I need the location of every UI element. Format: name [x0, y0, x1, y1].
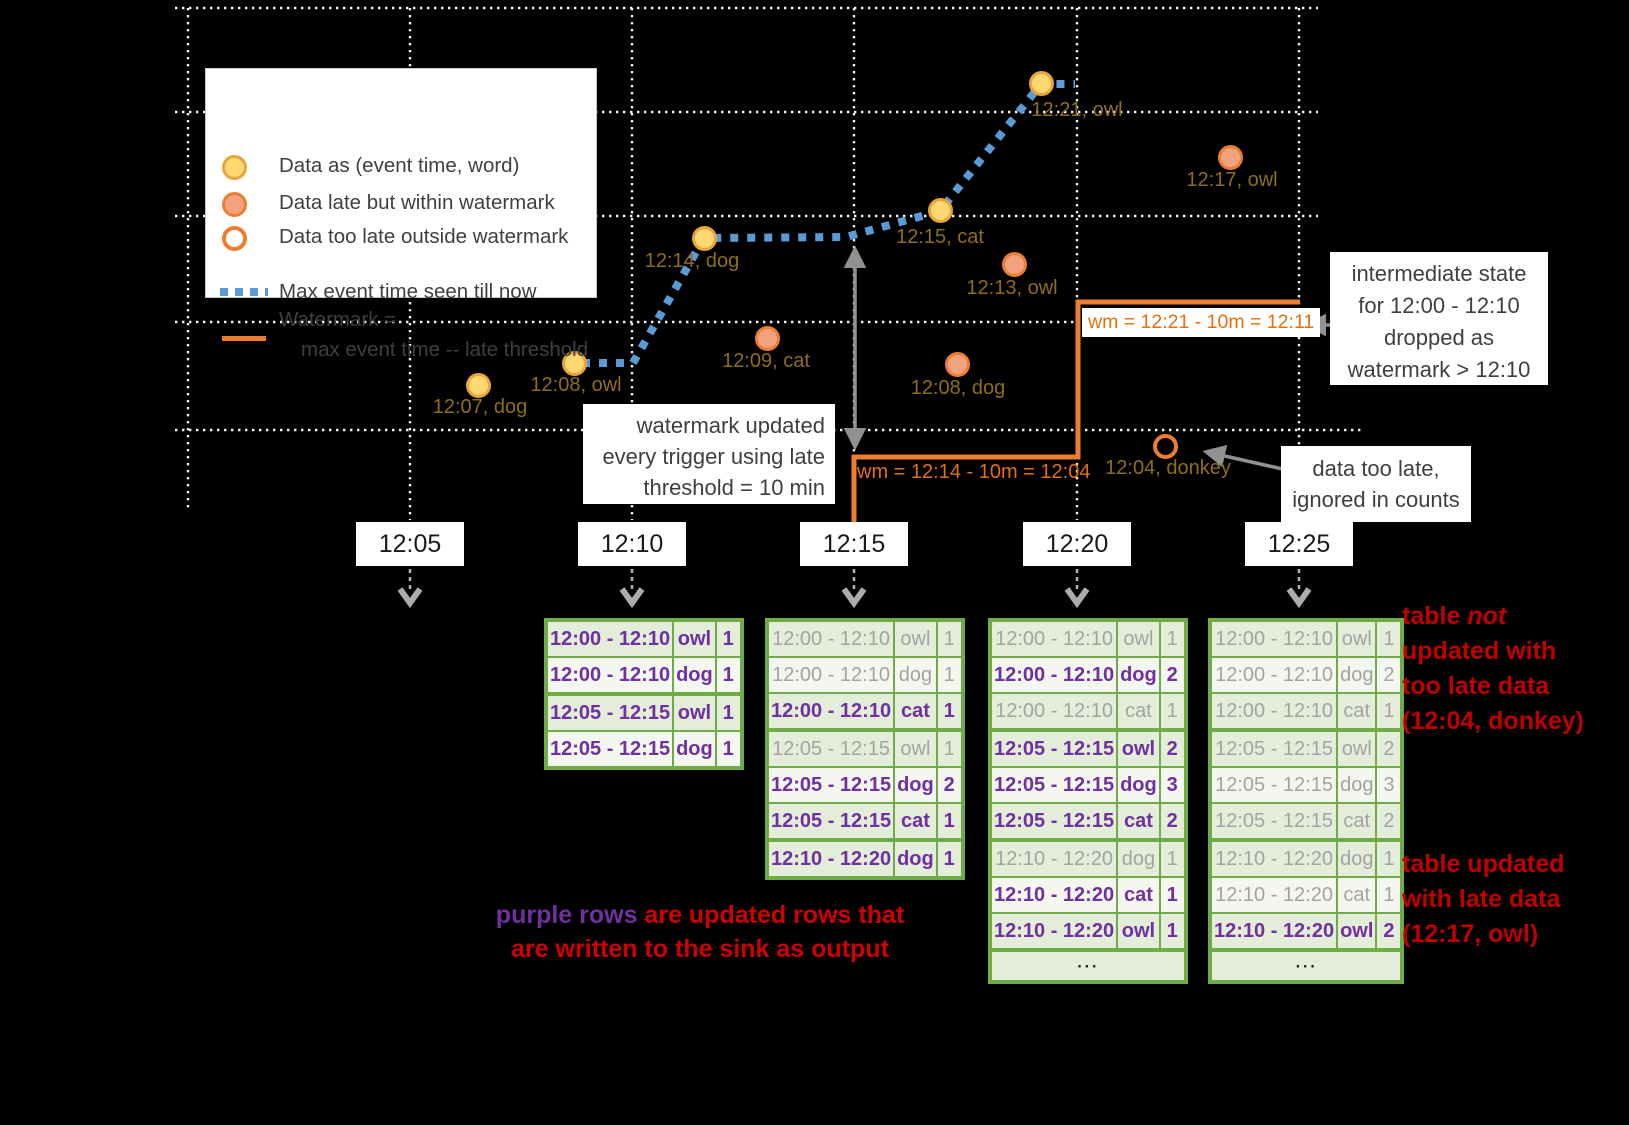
orange-line-icon [222, 336, 266, 341]
window-cell: 12:00 - 12:10 [990, 620, 1117, 657]
event-point-ontime [1029, 71, 1054, 96]
table-row [1210, 913, 1402, 950]
event-point-late [1218, 145, 1243, 170]
word-cell: dog [1337, 840, 1376, 877]
note-text: table [1402, 602, 1468, 630]
callout-line: every trigger using late [602, 444, 825, 469]
table-row [546, 731, 742, 768]
callout-intermediate-state [1330, 252, 1548, 385]
result-table-12-20 [988, 618, 1188, 984]
table-row [767, 840, 963, 878]
event-point-label: 12:17, owl [1186, 169, 1278, 191]
ellipsis-cell: ⋯ [1210, 950, 1402, 982]
event-point-label: 12:13, owl [966, 277, 1058, 299]
window-cell: 12:00 - 12:10 [990, 693, 1117, 730]
count-cell: 1 [1160, 620, 1186, 657]
result-table-12-10 [544, 618, 744, 770]
legend-label: Max event time seen till now [279, 280, 537, 303]
word-cell: owl [894, 620, 937, 657]
count-cell: 1 [716, 694, 742, 731]
table-row [767, 767, 963, 803]
window-cell: 12:05 - 12:15 [990, 730, 1117, 767]
down-arrowhead-icon [1067, 589, 1087, 603]
window-cell: 12:05 - 12:15 [990, 803, 1117, 840]
table-row [1210, 657, 1402, 693]
word-cell: cat [1337, 803, 1376, 840]
time-tick-12-10: 12:10 [578, 522, 686, 566]
count-cell: 1 [716, 731, 742, 768]
window-cell: 12:05 - 12:15 [767, 730, 894, 767]
word-cell: owl [1117, 730, 1160, 767]
window-cell: 12:10 - 12:20 [990, 840, 1117, 877]
table-row [546, 657, 742, 694]
window-cell: 12:00 - 12:10 [767, 657, 894, 693]
event-point-toolate [1153, 434, 1178, 459]
window-cell: 12:00 - 12:10 [546, 620, 673, 657]
window-cell: 12:00 - 12:10 [767, 620, 894, 657]
table-row [767, 620, 963, 657]
event-point-label: 12:08, dog [910, 377, 1006, 399]
table-row [767, 803, 963, 840]
callout-watermark-updated [583, 404, 835, 504]
event-point-label: 12:08, owl [530, 374, 622, 396]
count-cell: 3 [1376, 767, 1402, 803]
window-cell: 12:10 - 12:20 [767, 840, 894, 878]
count-cell: 1 [1160, 877, 1186, 913]
count-cell: 1 [716, 620, 742, 657]
count-cell: 1 [1376, 620, 1402, 657]
note-text: are updated rows that [637, 901, 905, 929]
event-point-label: 12:14, dog [644, 250, 740, 272]
table-row [990, 877, 1186, 913]
note-text: are written to the sink as output [511, 935, 889, 963]
table-row [990, 620, 1186, 657]
window-cell: 12:05 - 12:15 [1210, 803, 1337, 840]
window-cell: 12:00 - 12:10 [1210, 657, 1337, 693]
window-cell: 12:05 - 12:15 [767, 767, 894, 803]
callout-line: ignored in counts [1292, 487, 1460, 512]
count-cell: 1 [1160, 913, 1186, 950]
count-cell: 2 [937, 767, 963, 803]
note-purple-rows-highlight: purple rows [495, 901, 638, 929]
window-cell: 12:10 - 12:20 [990, 913, 1117, 950]
legend-label: Data late but within watermark [279, 191, 555, 214]
note-table-not-updated [1402, 599, 1584, 739]
word-cell: cat [1337, 693, 1376, 730]
count-cell: 2 [1376, 657, 1402, 693]
ellipsis-row [1210, 950, 1402, 982]
word-cell: owl [1117, 913, 1160, 950]
word-cell: owl [1337, 730, 1376, 767]
note-text: updated with [1402, 637, 1557, 665]
legend-label: Data too late outside watermark [279, 225, 569, 248]
count-cell: 1 [1160, 840, 1186, 877]
watermark-formula-2: wm = 12:21 - 10m = 12:11 [1082, 308, 1320, 337]
window-cell: 12:05 - 12:15 [1210, 767, 1337, 803]
event-point-late [755, 326, 780, 351]
window-cell: 12:00 - 12:10 [546, 657, 673, 694]
count-cell: 1 [1376, 877, 1402, 913]
table-row [1210, 767, 1402, 803]
word-cell: dog [673, 657, 716, 694]
count-cell: 1 [937, 657, 963, 693]
table-row [990, 657, 1186, 693]
count-cell: 3 [1160, 767, 1186, 803]
table-row [990, 730, 1186, 767]
count-cell: 1 [937, 730, 963, 767]
window-cell: 12:05 - 12:15 [1210, 730, 1337, 767]
callout-line: watermark > 12:10 [1347, 357, 1531, 382]
window-cell: 12:05 - 12:15 [990, 767, 1117, 803]
down-arrowhead-icon [1289, 589, 1309, 603]
word-cell: cat [1337, 877, 1376, 913]
count-cell: 2 [1376, 730, 1402, 767]
count-cell: 1 [937, 840, 963, 878]
word-cell: cat [1117, 803, 1160, 840]
down-arrowhead-icon [622, 589, 642, 603]
word-cell: owl [894, 730, 937, 767]
count-cell: 1 [1160, 693, 1186, 730]
table-row [1210, 803, 1402, 840]
table-row [990, 693, 1186, 730]
count-cell: 1 [1376, 840, 1402, 877]
count-cell: 2 [1376, 803, 1402, 840]
event-point-label: 12:21, owl [1031, 99, 1123, 121]
window-cell: 12:10 - 12:20 [1210, 877, 1337, 913]
event-point-ontime [466, 373, 491, 398]
word-cell: dog [673, 731, 716, 768]
window-cell: 12:05 - 12:15 [546, 731, 673, 768]
word-cell: owl [1337, 913, 1376, 950]
ellipsis-cell: ⋯ [990, 950, 1186, 982]
count-cell: 1 [937, 620, 963, 657]
note-table-updated-late [1402, 847, 1565, 952]
callout-line: watermark updated [636, 413, 825, 438]
event-point-ontime [928, 198, 953, 223]
blue-dashes-icon [220, 288, 268, 296]
event-point-label: 12:09, cat [722, 350, 810, 372]
event-point-late [1002, 252, 1027, 277]
word-cell: dog [894, 657, 937, 693]
callout-line: threshold = 10 min [643, 475, 825, 500]
count-cell: 1 [716, 657, 742, 694]
word-cell: dog [1117, 657, 1160, 693]
table-row [767, 693, 963, 730]
time-tick-12-20: 12:20 [1023, 522, 1131, 566]
count-cell: 2 [1376, 913, 1402, 950]
table-row [990, 803, 1186, 840]
event-point-label: 12:04, donkey [1105, 457, 1231, 479]
ontime-dot-icon [222, 155, 247, 180]
down-arrowhead-icon [844, 589, 864, 603]
window-cell: 12:05 - 12:15 [546, 694, 673, 731]
callout-line: data too late, [1312, 456, 1440, 481]
table-row [767, 730, 963, 767]
table-row [990, 767, 1186, 803]
word-cell: cat [894, 803, 937, 840]
event-point-ontime [692, 226, 717, 251]
word-cell: owl [673, 694, 716, 731]
count-cell: 1 [1376, 693, 1402, 730]
window-cell: 12:10 - 12:20 [990, 877, 1117, 913]
word-cell: cat [894, 693, 937, 730]
word-cell: owl [673, 620, 716, 657]
count-cell: 2 [1160, 657, 1186, 693]
count-cell: 1 [937, 803, 963, 840]
late-dot-icon [222, 192, 247, 217]
down-arrowhead-icon [400, 589, 420, 603]
note-text: (12:04, donkey) [1402, 707, 1585, 735]
table-row [546, 620, 742, 657]
watermark-formula-1: wm = 12:14 - 10m = 12:04 [857, 461, 1091, 483]
ellipsis-row [990, 950, 1186, 982]
window-cell: 12:10 - 12:20 [1210, 840, 1337, 877]
table-row [1210, 877, 1402, 913]
word-cell: dog [1117, 840, 1160, 877]
note-purple-rows [460, 898, 940, 966]
table-row [1210, 730, 1402, 767]
time-tick-12-05: 12:05 [356, 522, 464, 566]
callout-line: intermediate state [1351, 261, 1527, 286]
time-tick-12-15: 12:15 [800, 522, 908, 566]
word-cell: dog [1337, 657, 1376, 693]
window-cell: 12:00 - 12:10 [767, 693, 894, 730]
note-text: table updated [1402, 850, 1565, 878]
word-cell: owl [1337, 620, 1376, 657]
word-cell: dog [894, 767, 937, 803]
table-row [546, 694, 742, 731]
legend-sublabel: max event time -- late threshold [301, 338, 589, 361]
note-text-italic: not [1467, 602, 1507, 630]
word-cell: dog [894, 840, 937, 878]
word-cell: cat [1117, 877, 1160, 913]
word-cell: owl [1117, 620, 1160, 657]
event-point-label: 12:15, cat [896, 226, 984, 248]
word-cell: dog [1337, 767, 1376, 803]
too-late-dot-icon [222, 226, 247, 251]
count-cell: 2 [1160, 730, 1186, 767]
legend-label: Watermark = [279, 308, 397, 331]
window-cell: 12:00 - 12:10 [1210, 693, 1337, 730]
window-cell: 12:00 - 12:10 [1210, 620, 1337, 657]
callout-line: for 12:00 - 12:10 [1358, 293, 1520, 318]
note-text: too late data [1402, 672, 1550, 700]
time-tick-12-25: 12:25 [1245, 522, 1353, 566]
count-cell: 2 [1160, 803, 1186, 840]
result-table-12-25 [1208, 618, 1404, 984]
count-cell: 1 [937, 693, 963, 730]
window-cell: 12:10 - 12:20 [1210, 913, 1337, 950]
event-point-label: 12:07, dog [432, 396, 528, 418]
table-row [990, 840, 1186, 877]
word-cell: dog [1117, 767, 1160, 803]
result-table-12-15 [765, 618, 965, 880]
note-text: with late data [1402, 885, 1561, 913]
table-row [990, 913, 1186, 950]
note-text: (12:17, owl) [1402, 920, 1539, 948]
event-point-late [945, 352, 970, 377]
legend-label: Data as (event time, word) [279, 154, 520, 177]
legend-box [205, 68, 597, 361]
callout-data-too-late [1281, 446, 1471, 522]
table-row [1210, 620, 1402, 657]
word-cell: cat [1117, 693, 1160, 730]
window-cell: 12:05 - 12:15 [767, 803, 894, 840]
window-cell: 12:00 - 12:10 [990, 657, 1117, 693]
table-row [1210, 693, 1402, 730]
table-row [767, 657, 963, 693]
table-row [1210, 840, 1402, 877]
callout-line: dropped as [1383, 325, 1495, 350]
